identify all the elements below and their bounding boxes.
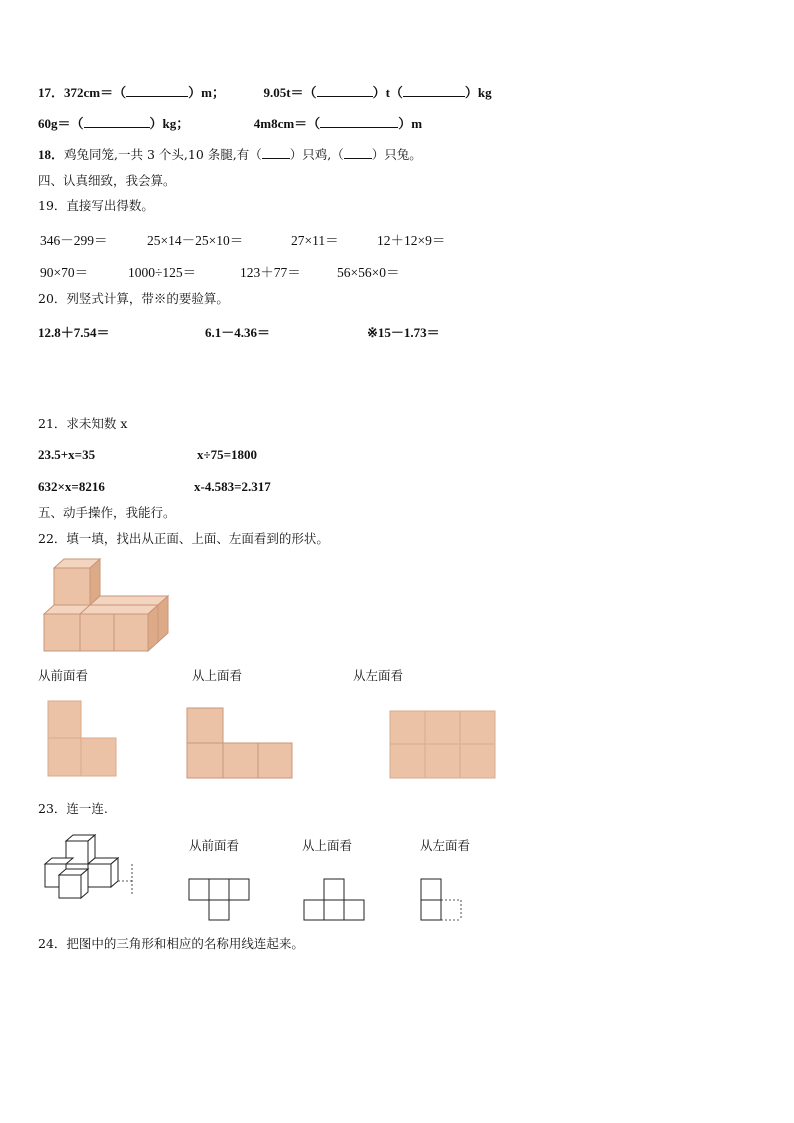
q21-equation: 23.5+x=35 <box>38 447 96 462</box>
answer-blank[interactable] <box>84 115 150 128</box>
q22-title: 22．填一填，找出从正面、上面、左面看到的形状。 <box>38 531 329 546</box>
q19-expr: 123＋77＝ <box>240 265 301 280</box>
answer-blank[interactable] <box>126 84 188 97</box>
q24-title: 24．把图中的三角形和相应的名称用线连起来。 <box>38 936 304 951</box>
q20-expr: 12.8＋7.54＝ <box>38 325 110 340</box>
answer-blank-rabbits[interactable] <box>344 146 372 159</box>
q18-text-3: 条腿,有（ <box>207 147 262 162</box>
answer-blank[interactable] <box>320 115 398 128</box>
answer-blank-chickens[interactable] <box>262 146 290 159</box>
q23-view-a[interactable] <box>188 878 252 922</box>
section-5-heading: 五、动手操作，我能行。 <box>38 505 176 520</box>
q17-length-expr: 372cm＝（ <box>64 85 127 100</box>
q20-expr: 6.1－4.36＝ <box>205 325 271 340</box>
q17-gram-expr: 60g＝（ <box>38 116 84 131</box>
q17-line1 <box>38 84 492 101</box>
q23-title: 23．连一连. <box>38 801 108 816</box>
q22-front-view <box>47 700 119 778</box>
q18-line <box>38 146 422 163</box>
q23-label-left: 从左面看 <box>420 838 471 853</box>
q19-expr: 56×56×0＝ <box>337 265 400 280</box>
q23-view-b[interactable] <box>303 878 367 922</box>
q17-mass-expr: 9.05t＝（ <box>263 85 317 100</box>
q18-heads: 3 <box>146 147 155 162</box>
q18-text-2: 个头, <box>158 147 188 162</box>
answer-blank[interactable] <box>317 84 373 97</box>
q18-number: 18． <box>38 147 65 162</box>
q23-label-top: 从上面看 <box>302 838 353 853</box>
answer-blank[interactable] <box>403 84 465 97</box>
q20-title: 20．列竖式计算，带※的要验算。 <box>38 291 229 306</box>
q20-expr: ※15－1.73＝ <box>367 325 440 340</box>
q23-label-front: 从前面看 <box>189 838 240 853</box>
q18-legs: 10 <box>187 147 204 162</box>
q18-text-1: 鸡兔同笼,一共 <box>64 147 143 162</box>
q19-expr: 1000÷125＝ <box>128 265 197 280</box>
q23-view-c[interactable] <box>420 878 466 922</box>
q17-length-unit: ）m； <box>188 85 225 100</box>
q17-meter-unit: ）m <box>398 116 423 131</box>
q23-cube-solid <box>42 834 138 902</box>
q22-label-left: 从左面看 <box>353 668 404 683</box>
q18-text-5: ）只兔。 <box>371 147 422 162</box>
q19-expr: 27×11＝ <box>291 233 339 248</box>
q22-top-view <box>186 707 294 780</box>
q17-mass-mid: ）t（ <box>372 85 403 100</box>
q17-line2 <box>38 115 422 132</box>
q19-expr: 25×14－25×10＝ <box>147 233 244 248</box>
q18-text-4: ）只鸡,（ <box>289 147 344 162</box>
q19-expr: 346－299＝ <box>40 233 108 248</box>
q21-equation: x÷75=1800 <box>197 447 258 462</box>
q17-meter-expr: 4m8cm＝（ <box>253 116 321 131</box>
q22-label-front: 从前面看 <box>38 668 89 683</box>
q19-expr: 90×70＝ <box>40 265 89 280</box>
q22-cube-solid <box>40 558 172 653</box>
q21-equation: 632×x=8216 <box>38 479 105 494</box>
section-4-heading: 四、认真细致，我会算。 <box>38 173 176 188</box>
q19-expr: 12＋12×9＝ <box>377 233 446 248</box>
q17-number: 17． <box>38 85 65 100</box>
q22-label-top: 从上面看 <box>192 668 243 683</box>
q19-title: 19．直接写出得数。 <box>38 198 154 213</box>
q21-title: 21．求未知数 x <box>38 416 128 431</box>
q17-mass-unit: ）kg <box>464 85 492 100</box>
q21-equation: x-4.583=2.317 <box>194 479 271 494</box>
q22-left-view <box>389 710 497 780</box>
q17-gram-unit: ）kg； <box>149 116 190 131</box>
